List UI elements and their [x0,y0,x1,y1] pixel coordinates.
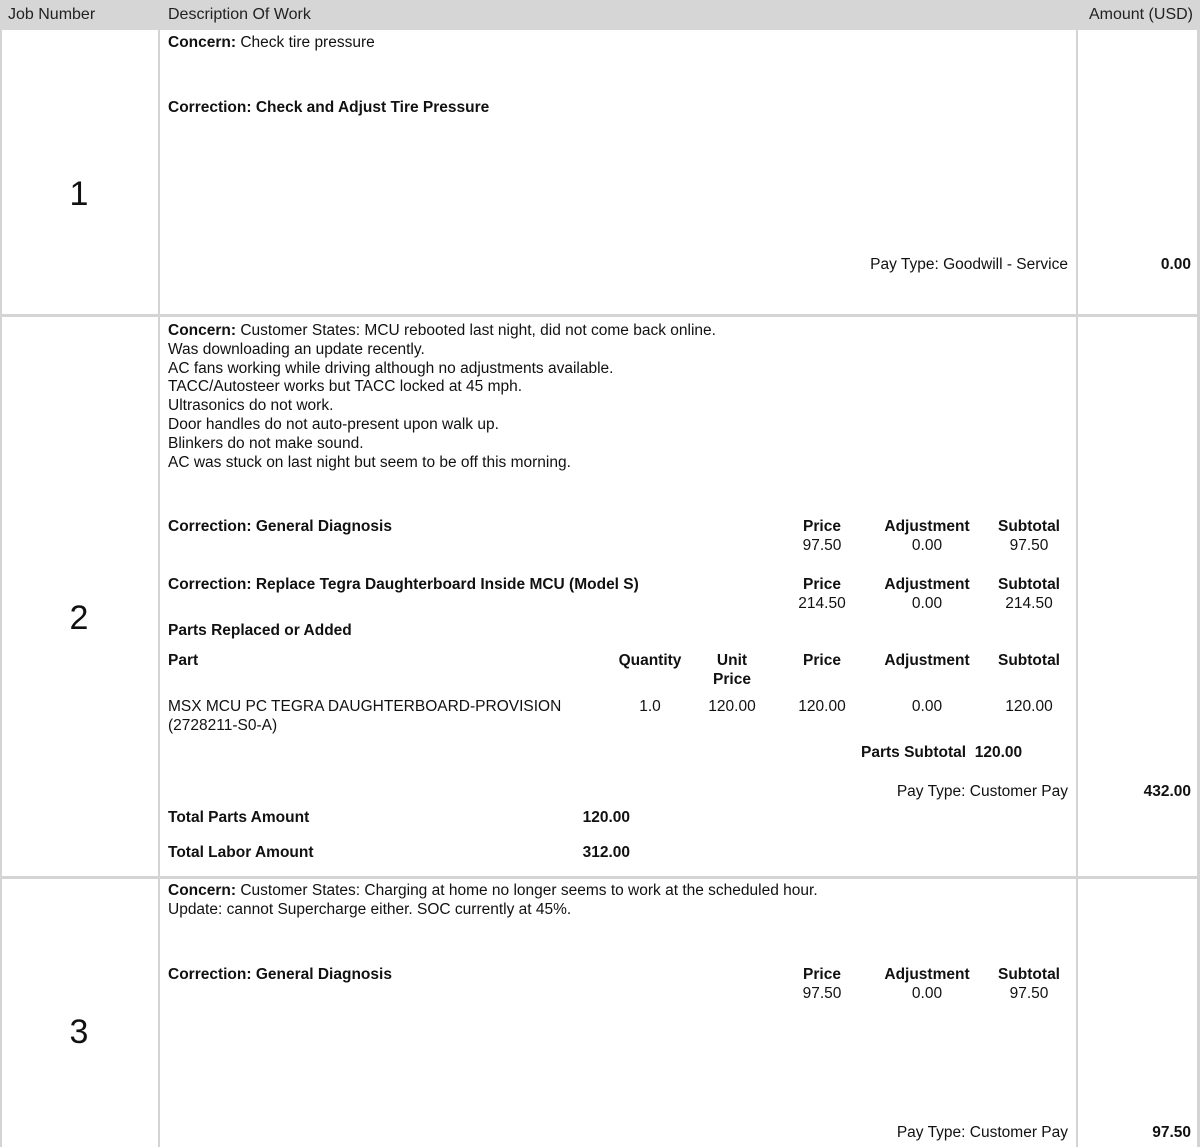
subtotal-value: 214.50 [1005,595,1053,612]
pay-type-label: Pay Type: [870,256,939,273]
adjustment-label: Adjustment [884,966,970,983]
total-parts-label: Total Parts Amount [168,809,310,826]
grid-line [1076,30,1078,1147]
job-amount: 0.00 [1160,256,1191,273]
concern-line: Customer States: Charging at home no longer seems to work at the scheduled hour. [240,882,818,899]
row-divider [0,314,1200,317]
total-labor-label: Total Labor Amount [168,844,314,861]
parts-subtotal-label: Parts Subtotal [861,744,967,761]
row-divider [0,876,1200,879]
parts-subtotal [861,744,1022,762]
grid-line [158,30,160,1147]
concern-line: Ultrasonics do not work. [168,397,334,415]
part-column-header: Part [168,652,199,669]
subtotal-value: 97.50 [1009,537,1049,554]
price-value: 214.50 [798,595,846,612]
price-value: 97.50 [802,985,842,1002]
adjustment-label: Adjustment [884,576,970,593]
header-amount: Amount (USD) [1088,6,1193,23]
price-label: Price [803,576,841,593]
part-adjustment: 0.00 [911,698,943,715]
subtotal-value: 97.50 [1009,985,1049,1002]
table-header [0,0,1200,30]
unit-price-column-header: Unit [716,652,748,669]
adjustment-value: 0.00 [911,595,943,612]
adjustment-column-header: Adjustment [884,652,970,669]
adjustment-value: 0.00 [911,985,943,1002]
pay-type [897,1124,1068,1142]
header-description: Description Of Work [168,6,311,23]
concern-value: Check tire pressure [240,34,375,51]
pay-type-label: Pay Type: [896,783,966,800]
job-number: 2 [69,599,89,637]
pay-type [897,783,1068,801]
quantity-column-header: Quantity [618,652,682,669]
job-amount: 432.00 [1143,783,1191,800]
adjustment-value: 0.00 [911,537,943,554]
parts-heading: Parts Replaced or Added [168,622,352,639]
concern-line: TACC/Autosteer works but TACC locked at 45 mph. [168,378,523,396]
subtotal-label: Subtotal [998,966,1060,983]
concern-text [168,882,818,920]
price-value: 97.50 [802,537,842,554]
part-name: MSX MCU PC TEGRA DAUGHTERBOARD-PROVISION [168,698,562,715]
concern-text [168,322,716,472]
part-price: 120.00 [798,698,846,715]
correction-title: Correction: General Diagnosis [168,518,392,535]
part-subtotal: 120.00 [1005,698,1053,715]
concern-label: Concern: [168,322,237,339]
concern-line: Door handles do not auto-present upon walk up. [168,415,499,433]
concern-text [168,34,375,52]
part-quantity: 1.0 [639,698,661,715]
correction-title: Correction: Check and Adjust Tire Pressure [168,99,490,116]
correction-title: Correction: General Diagnosis [168,966,392,983]
pay-type [870,256,1068,274]
total-parts-value: 120.00 [582,809,630,826]
job-amount: 97.50 [1152,1124,1191,1141]
part-unit-price: 120.00 [708,698,756,715]
price-label: Price [803,518,841,535]
pay-type-value: Goodwill - Service [943,256,1068,273]
concern-line: Update: cannot Supercharge either. SOC currently at 45%. [168,900,572,918]
concern-label: Concern: [168,882,237,899]
job-number: 3 [69,1013,89,1051]
part-number: (2728211-S0-A) [168,717,278,734]
concern-line: Customer States: MCU rebooted last night, did not come back online. [240,322,716,339]
concern-line: Blinkers do not make sound. [168,434,364,452]
concern-line: AC was stuck on last night but seem to be off this morning. [168,453,571,471]
subtotal-label: Subtotal [998,576,1060,593]
concern-line: Was downloading an update recently. [168,340,425,358]
price-label: Price [803,966,841,983]
parts-subtotal-value: 120.00 [974,744,1023,761]
correction-title: Correction: Replace Tegra Daughterboard Inside MCU (Model S) [168,576,639,593]
concern-label: Concern: [168,34,237,51]
unit-price-column-header: Price [713,671,751,688]
pay-type-value: Customer Pay [969,1124,1068,1141]
concern-line: AC fans working while driving although no adjustments available. [168,359,614,377]
price-column-header: Price [803,652,841,669]
total-labor-value: 312.00 [582,844,630,861]
header-job-number: Job Number [8,6,96,23]
subtotal-label: Subtotal [998,518,1060,535]
job-number: 1 [69,175,89,213]
pay-type-label: Pay Type: [896,1124,966,1141]
pay-type-value: Customer Pay [969,783,1068,800]
adjustment-label: Adjustment [884,518,970,535]
subtotal-column-header: Subtotal [998,652,1060,669]
